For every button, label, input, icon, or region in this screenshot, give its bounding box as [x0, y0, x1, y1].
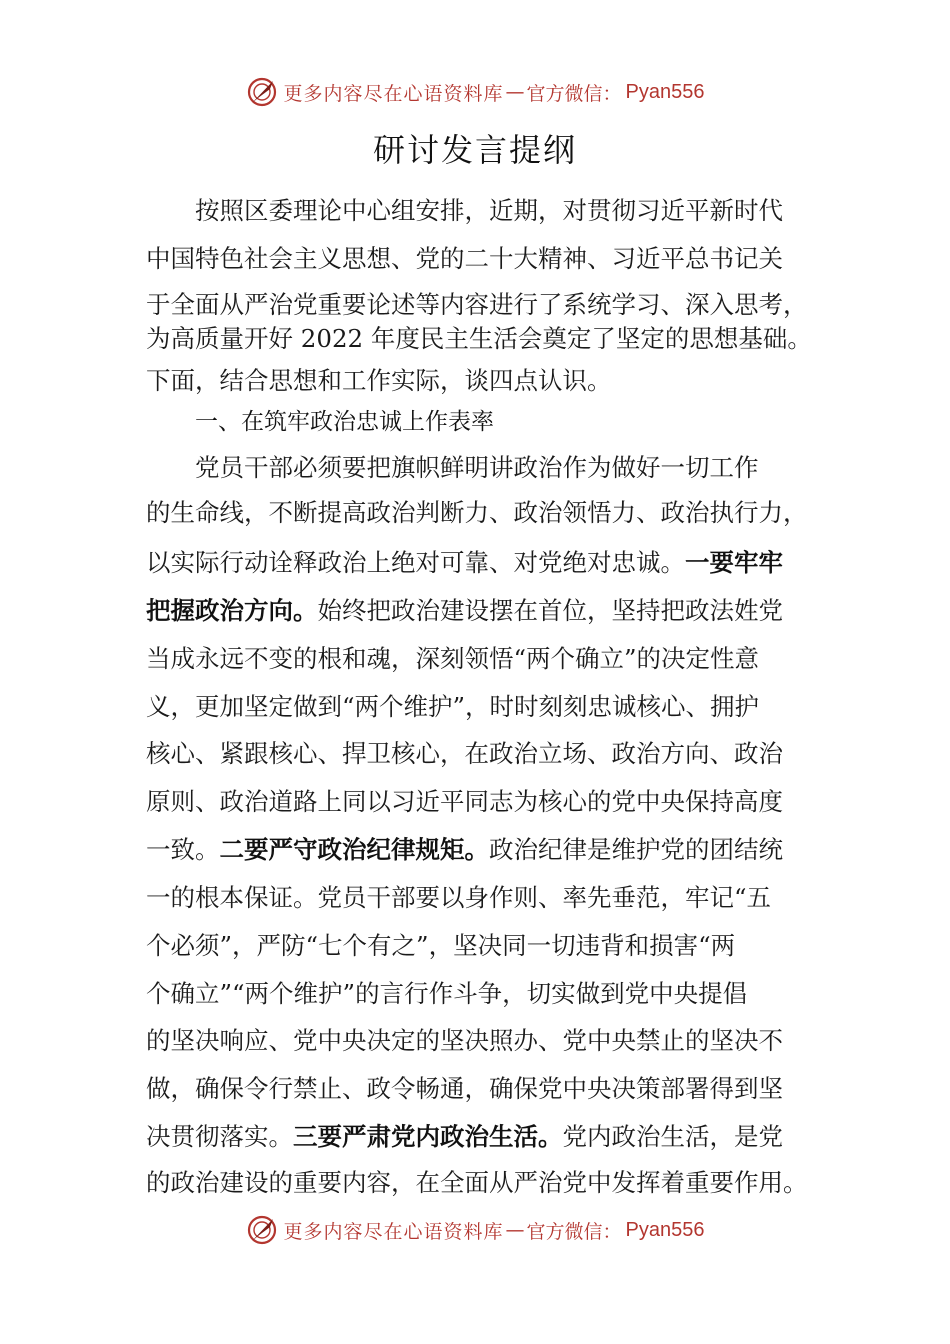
paragraph-line: 的政治建设的重要内容，在全面从严治党中发挥着重要作用。	[146, 1168, 808, 1197]
quill-seal-logo-icon	[246, 1214, 278, 1246]
paragraph-line: 下面，结合思想和工作实际，谈四点认识。	[146, 366, 612, 395]
paragraph-line: 为高质量开好 2022 年度民主生活会奠定了坚定的思想基础。	[146, 324, 812, 353]
banner-account: Pyan556	[625, 1218, 705, 1241]
paragraph-line: 当成永远不变的根和魂，深刻领悟“两个确立”的决定性意	[146, 644, 760, 673]
banner-account: Pyan556	[625, 80, 705, 103]
paragraph-line: 核心、紧跟核心、捍卫核心，在政治立场、政治方向、政治	[146, 739, 783, 768]
paragraph-line	[146, 546, 783, 580]
paragraph-line	[146, 833, 783, 867]
banner-account-label: 官方微信：	[526, 82, 622, 105]
bold-point-heading: 三要严肃党内政治生活。	[293, 1122, 563, 1151]
paragraph-line: 于全面从严治党重要论述等内容进行了系统学习、深入思考，	[146, 290, 808, 319]
paragraph-line: 的坚决响应、党中央决定的坚决照办、党中央禁止的坚决不	[146, 1026, 783, 1055]
paragraph-line: 党员干部必须要把旗帜鲜明讲政治作为做好一切工作	[195, 453, 759, 482]
line-text: 一致。	[146, 835, 220, 864]
document-title: 研讨发言提纲	[372, 131, 577, 169]
banner-text: 更多内容尽在心语资料库	[283, 1220, 504, 1243]
bold-point-heading: 一要牢牢	[685, 548, 783, 577]
paragraph-line: 做，确保令行禁止、政令畅通，确保党中央决策部署得到坚	[146, 1074, 783, 1103]
paragraph-line: 中国特色社会主义思想、党的二十大精神、习近平总书记关	[146, 244, 783, 273]
paragraph-line: 一的根本保证。党员干部要以身作则、率先垂范，牢记“五	[146, 883, 772, 912]
line-text: 政治纪律是维护党的团结统	[489, 835, 783, 864]
paragraph-line: 个确立”“两个维护”的言行作斗争，切实做到党中央提倡	[146, 979, 748, 1008]
paragraph-line: 的生命线，不断提高政治判断力、政治领悟力、政治执行力，	[146, 498, 808, 527]
section-heading: 一、在筑牢政治忠诚上作表率	[195, 409, 494, 435]
paragraph-line	[146, 594, 783, 628]
paragraph-line: 按照区委理论中心组安排，近期，对贯彻习近平新时代	[195, 196, 783, 225]
header-watermark-banner	[0, 70, 950, 114]
banner-text: 更多内容尽在心语资料库	[283, 82, 504, 105]
footer-watermark-banner	[0, 1208, 950, 1252]
banner-separator: —	[505, 81, 525, 103]
bold-point-heading: 把握政治方向。	[146, 596, 318, 625]
line-text: 以实际行动诠释政治上绝对可靠、对党绝对忠诚。	[146, 548, 685, 577]
bold-point-heading: 二要严守政治纪律规矩。	[219, 835, 489, 864]
paragraph-line	[146, 1120, 783, 1154]
banner-separator: —	[505, 1219, 525, 1241]
paragraph-line: 义，更加坚定做到“两个维护”，时时刻刻忠诚核心、拥护	[146, 692, 760, 721]
line-text: 党内政治生活，是党	[562, 1122, 783, 1151]
banner-account-label: 官方微信：	[526, 1220, 622, 1243]
paragraph-line: 个必须”，严防“七个有之”，坚决同一切违背和损害“两	[146, 931, 736, 960]
line-text: 始终把政治建设摆在首位，坚持把政法姓党	[317, 596, 783, 625]
quill-seal-logo-icon	[246, 76, 278, 108]
line-text: 决贯彻落实。	[146, 1122, 293, 1151]
paragraph-line: 原则、政治道路上同以习近平同志为核心的党中央保持高度	[146, 787, 783, 816]
